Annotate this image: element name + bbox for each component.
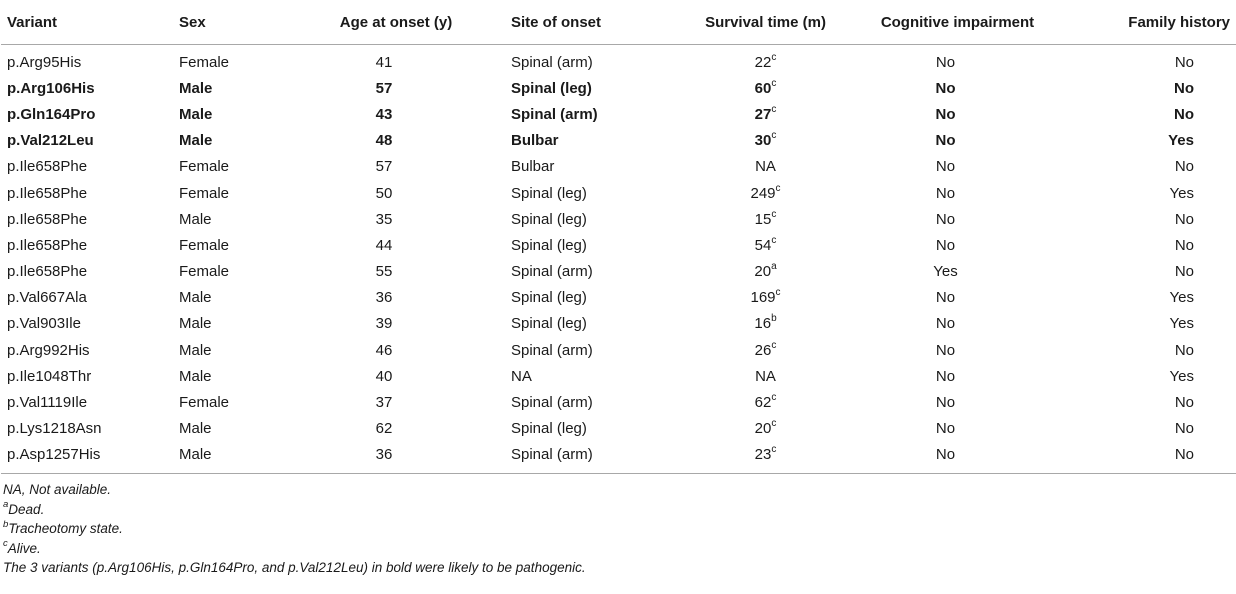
header-sex: Sex	[173, 0, 295, 45]
cell-age-at-onset: 36	[375, 289, 393, 307]
cell-sex: Male	[173, 442, 295, 474]
cell-survival-time	[682, 75, 849, 101]
survival-value: 20	[754, 263, 772, 281]
survival-value: 27	[754, 105, 772, 123]
cell-site-of-onset: Spinal (arm)	[497, 442, 682, 474]
table-row	[1, 259, 1236, 285]
table-body	[1, 45, 1236, 474]
cell-site-of-onset: Spinal (leg)	[511, 236, 587, 254]
table-row	[1, 232, 1236, 258]
cell-cognitive-impairment: No	[935, 341, 956, 359]
cell-survival-time	[682, 285, 849, 311]
cell-cognitive-impairment: No	[849, 442, 1066, 474]
survival-footnote-mark: c	[771, 392, 777, 404]
cell-sex: Male	[179, 420, 212, 438]
cell-age-at-onset: 39	[375, 315, 393, 333]
table-row	[1, 154, 1236, 180]
cell-variant: p.Ile658Phe	[7, 184, 88, 202]
survival-value: 23	[754, 446, 772, 464]
variants-table	[1, 0, 1236, 474]
cell-age-at-onset: 35	[375, 210, 393, 228]
table-row	[1, 206, 1236, 232]
cell-site-of-onset: Spinal (arm)	[511, 53, 593, 71]
cell-family-history: No	[1174, 105, 1194, 123]
header-cognitive-impairment: Cognitive impairment	[849, 0, 1066, 45]
survival-value: 249	[750, 184, 776, 202]
cell-age-at-onset: 46	[375, 341, 393, 359]
cell-variant: p.Gln164Pro	[7, 105, 96, 123]
cell-survival-time	[682, 232, 849, 258]
cell-cognitive-impairment: No	[935, 367, 956, 385]
header-variant: Variant	[1, 0, 173, 45]
cell-family-history: No	[1174, 236, 1194, 254]
cell-sex: Male	[179, 132, 213, 150]
survival-footnote-mark: c	[771, 103, 777, 115]
table-row	[1, 311, 1236, 337]
table-row	[1, 180, 1236, 206]
cell-site-of-onset: Bulbar	[511, 158, 555, 176]
cell-cognitive-impairment: No	[935, 79, 956, 97]
survival-value: NA	[755, 367, 776, 385]
cell-family-history: Yes	[1169, 289, 1194, 307]
cell-family-history: No	[1174, 420, 1194, 438]
cell-age-at-onset: 40	[375, 367, 393, 385]
table-footnotes	[3, 480, 1145, 578]
table-row	[1, 442, 1236, 474]
survival-footnote-mark: c	[771, 208, 777, 220]
survival-value: 26	[754, 341, 772, 359]
cell-family-history: No	[1066, 442, 1236, 474]
cell-variant: p.Ile658Phe	[7, 158, 88, 176]
cell-family-history: Yes	[1168, 132, 1194, 150]
cell-variant: p.Val1119Ile	[7, 394, 88, 412]
table-row	[1, 363, 1236, 389]
cell-family-history: No	[1174, 263, 1194, 281]
cell-variant: p.Arg106His	[7, 79, 95, 97]
survival-value: 60	[754, 79, 772, 97]
survival-value: 22	[754, 53, 772, 71]
cell-age-at-onset: 57	[375, 158, 393, 176]
footnote-bold-note: The 3 variants (p.Arg106His, p.Gln164Pro, and p.Val212Leu) in bold were likely to be pathogenic.	[3, 560, 586, 575]
footnote-a-mark: a	[3, 499, 9, 510]
cell-age-at-onset: 62	[375, 420, 393, 438]
cell-site-of-onset: Spinal (leg)	[511, 210, 587, 228]
header-site-of-onset: Site of onset	[497, 0, 682, 45]
survival-value: 16	[754, 315, 772, 333]
cell-cognitive-impairment: No	[935, 158, 956, 176]
table-row	[1, 101, 1236, 127]
cell-variant: p.Arg95His	[7, 53, 82, 71]
cell-family-history: Yes	[1169, 184, 1194, 202]
survival-value: NA	[755, 158, 776, 176]
cell-cognitive-impairment: No	[935, 210, 956, 228]
footnote-b	[3, 519, 1145, 539]
cell-cognitive-impairment: No	[935, 236, 956, 254]
cell-site-of-onset: Spinal (leg)	[511, 315, 587, 333]
cell-cognitive-impairment: No	[935, 394, 956, 412]
cell-sex: Female	[179, 158, 230, 176]
footnote-c-text: Alive.	[7, 540, 41, 556]
table-row	[1, 416, 1236, 442]
cell-survival-time	[682, 206, 849, 232]
cell-sex: Male	[179, 367, 212, 385]
header-survival-time: Survival time (m)	[682, 0, 849, 45]
survival-footnote-mark: c	[771, 418, 777, 430]
cell-survival-time	[682, 442, 849, 474]
cell-site-of-onset: Spinal (arm)	[511, 105, 598, 123]
cell-site-of-onset: Spinal (leg)	[511, 289, 587, 307]
cell-cognitive-impairment: No	[935, 105, 956, 123]
survival-value: 62	[754, 394, 772, 412]
cell-survival-time	[682, 337, 849, 363]
cell-site-of-onset: Spinal (leg)	[511, 79, 592, 97]
footnote-na: NA, Not available.	[3, 482, 112, 497]
survival-value: 20	[754, 420, 772, 438]
cell-sex: Male	[179, 289, 212, 307]
table-header	[1, 0, 1236, 45]
footnote-c-mark: c	[3, 538, 8, 549]
cell-site-of-onset: Spinal (leg)	[511, 420, 587, 438]
survival-footnote-mark: c	[771, 234, 777, 246]
footnote-c	[3, 539, 1145, 559]
cell-site-of-onset: Bulbar	[511, 132, 559, 150]
cell-survival-time	[682, 180, 849, 206]
survival-value: 169	[750, 289, 776, 307]
cell-variant: p.Ile658Phe	[7, 210, 88, 228]
cell-variant: p.Lys1218Asn	[7, 420, 102, 438]
cell-variant: p.Arg992His	[7, 341, 90, 359]
cell-family-history: No	[1174, 210, 1194, 228]
cell-age-at-onset: 55	[375, 263, 393, 281]
cell-cognitive-impairment: Yes	[933, 263, 958, 281]
cell-cognitive-impairment: No	[935, 184, 956, 202]
footnote-a-text: Dead.	[8, 501, 45, 517]
cell-sex: Female	[179, 394, 230, 412]
cell-age-at-onset: 37	[375, 394, 393, 412]
cell-family-history: No	[1174, 158, 1194, 176]
cell-site-of-onset: NA	[511, 367, 532, 385]
survival-footnote-mark: c	[771, 339, 777, 351]
survival-footnote-mark: c	[771, 130, 777, 142]
footnote-b-mark: b	[3, 518, 9, 530]
cell-site-of-onset: Spinal (arm)	[511, 341, 593, 359]
cell-variant: p.Ile1048Thr	[7, 367, 92, 385]
survival-footnote-mark: a	[771, 261, 777, 273]
cell-variant: p.Asp1257His	[1, 442, 173, 474]
table-row	[1, 45, 1236, 76]
survival-value: 30	[754, 132, 772, 150]
cell-age-at-onset: 50	[375, 184, 393, 202]
cell-age-at-onset: 57	[375, 79, 393, 97]
cell-sex: Male	[179, 79, 213, 97]
survival-footnote-mark: c	[771, 51, 777, 63]
cell-survival-time	[682, 154, 849, 180]
cell-variant: p.Val903Ile	[7, 315, 81, 333]
header-family-history: Family history	[1066, 0, 1236, 45]
table-row	[1, 337, 1236, 363]
survival-value: 15	[754, 210, 772, 228]
cell-cognitive-impairment: No	[935, 420, 956, 438]
cell-variant: p.Ile658Phe	[7, 236, 88, 254]
cell-cognitive-impairment: No	[935, 53, 956, 71]
cell-variant: p.Val212Leu	[7, 132, 94, 150]
cell-survival-time	[682, 311, 849, 337]
cell-family-history: Yes	[1169, 367, 1194, 385]
cell-site-of-onset: Spinal (leg)	[511, 184, 587, 202]
cell-survival-time	[682, 45, 849, 76]
cell-family-history: Yes	[1169, 315, 1194, 333]
cell-cognitive-impairment: No	[935, 132, 956, 150]
survival-footnote-mark: c	[775, 182, 781, 194]
header-row	[1, 0, 1236, 45]
survival-footnote-mark: c	[771, 444, 777, 456]
survival-footnote-mark: b	[771, 313, 777, 325]
survival-value: 54	[754, 236, 772, 254]
cell-age-at-onset: 41	[375, 53, 393, 71]
cell-variant: p.Ile658Phe	[7, 263, 88, 281]
cell-age-at-onset: 43	[375, 105, 393, 123]
cell-family-history: No	[1174, 79, 1194, 97]
cell-sex: Female	[179, 263, 230, 281]
cell-cognitive-impairment: No	[935, 289, 956, 307]
cell-sex: Male	[179, 210, 212, 228]
cell-variant: p.Val667Ala	[7, 289, 87, 307]
footnote-b-text: Tracheotomy state.	[8, 521, 123, 536]
cell-age-at-onset: 36	[295, 442, 497, 474]
table-row	[1, 389, 1236, 415]
header-age-at-onset: Age at onset (y)	[295, 0, 497, 45]
cell-survival-time	[682, 416, 849, 442]
cell-survival-time	[682, 259, 849, 285]
cell-cognitive-impairment: No	[935, 315, 956, 333]
cell-family-history: No	[1174, 394, 1194, 412]
cell-site-of-onset: Spinal (arm)	[511, 394, 593, 412]
cell-survival-time	[682, 101, 849, 127]
cell-age-at-onset: 48	[375, 132, 393, 150]
table-row	[1, 285, 1236, 311]
cell-sex: Female	[179, 236, 230, 254]
cell-family-history: No	[1174, 53, 1194, 71]
cell-sex: Female	[179, 53, 230, 71]
footnote-a	[3, 500, 1145, 520]
cell-sex: Male	[179, 341, 212, 359]
cell-sex: Female	[179, 184, 230, 202]
cell-survival-time	[682, 389, 849, 415]
cell-family-history: No	[1174, 341, 1194, 359]
survival-footnote-mark: c	[775, 287, 781, 299]
cell-site-of-onset: Spinal (arm)	[511, 263, 593, 281]
cell-sex: Male	[179, 315, 212, 333]
table-row	[1, 128, 1236, 154]
table-row	[1, 75, 1236, 101]
cell-survival-time	[682, 363, 849, 389]
survival-footnote-mark: c	[771, 77, 777, 89]
cell-sex: Male	[179, 105, 213, 123]
cell-survival-time	[682, 128, 849, 154]
cell-age-at-onset: 44	[375, 236, 393, 254]
